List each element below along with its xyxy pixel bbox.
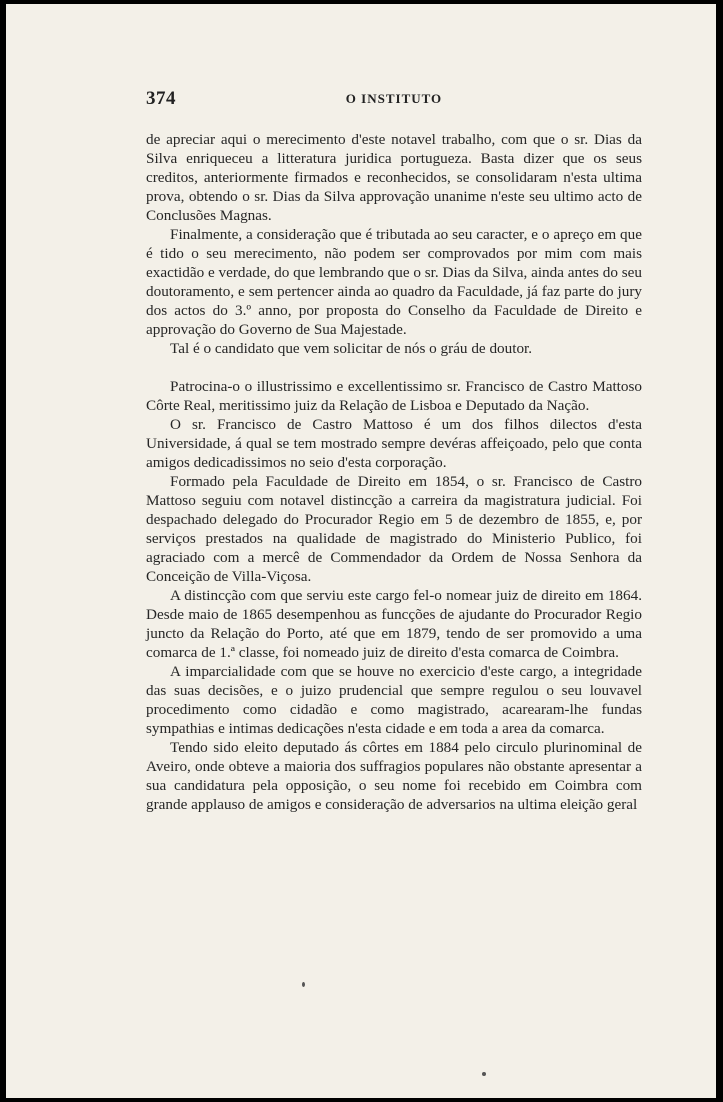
paragraph: A distincção com que serviu este cargo fel-o nomear juiz de direito em 1864. Desde maio de 1865 desempenhou as funcções de ajudante do Procurador Regio juncto da Relação do Porto, até que em 1879, tendo de ser promovido a uma comarca de 1.ª classe, foi nomeado juiz de direito d'esta comarca de Coimbra. — [146, 587, 642, 661]
paragraph: Finalmente, a consideração que é tributada ao seu caracter, e o apreço em que é tido o seu merecimento, não podem ser comprovados por mim com mais exactidão e verdade, do que lembrando que o sr. Dias da Silva, ainda antes do seu doutoramento, e sem pertencer ainda ao quadro da Faculdade, já faz parte do jury dos actos do 3.º anno, por proposta do Conselho da Faculdade de Direito e approvação do Governo de Sua Majestade. — [146, 226, 642, 338]
paragraph: A imparcialidade com que se houve no exercicio d'este cargo, a integridade das suas decisões, e o juizo prudencial que sempre regulou o seu louvavel procedimento como cidadão e como magistrado, acarearam-lhe fundas sympathias e intimas dedicações n'esta cidade e em toda a area da comarca. — [146, 663, 642, 737]
paragraph: O sr. Francisco de Castro Mattoso é um dos filhos dilectos d'esta Universidade, á qual se tem mostrado sempre devéras affeiçoado, pelo que conta amigos dedicadissimos no seio d'esta corporação. — [146, 416, 642, 471]
running-title: O INSTITUTO — [345, 91, 443, 106]
paper-speck — [302, 982, 305, 987]
document-page — [6, 4, 716, 1098]
page-number: 374 — [146, 88, 176, 109]
paragraph: Patrocina-o o illustrissimo e excellentissimo sr. Francisco de Castro Mattoso Côrte Real, meritissimo juiz da Relação de Lisboa e Deputado da Nação. — [146, 378, 642, 414]
running-header — [146, 88, 642, 112]
body-text — [146, 130, 642, 814]
paragraph-continuation: de apreciar aqui o merecimento d'este notavel trabalho, com que o sr. Dias da Silva enriqueceu a litteratura juridica portugueza. Basta dizer que os seus creditos, anteriormente firmados e reconhecidos, se consolidaram n'esta ultima prova, obtendo o sr. Dias da Silva approvação unanime n'este seu ultimo acto de Conclusões Magnas. — [146, 131, 642, 224]
paragraph: Tal é o candidato que vem solicitar de nós o gráu de doutor. — [170, 340, 533, 357]
paper-speck — [482, 1072, 486, 1076]
paragraph: Tendo sido eleito deputado ás côrtes em 1884 pelo circulo plurinominal de Aveiro, onde obteve a maioria dos suffragios populares não obstante apresentar a sua candidatura pela opposição, o seu nome foi recebido em Coimbra com grande applauso de amigos e consideração de adversarios na ultima eleição geral — [146, 739, 642, 813]
paragraph: Formado pela Faculdade de Direito em 1854, o sr. Francisco de Castro Mattoso seguiu com notavel distincção a carreira da magistratura judicial. Foi despachado delegado do Procurador Regio em 5 de dezembro de 1855, e, por serviços prestados na qualidade de magistrado do Ministerio Publico, foi agraciado com a mercê de Commendador da Ordem de Nossa Senhora da Conceição de Villa-Viçosa. — [146, 473, 642, 585]
